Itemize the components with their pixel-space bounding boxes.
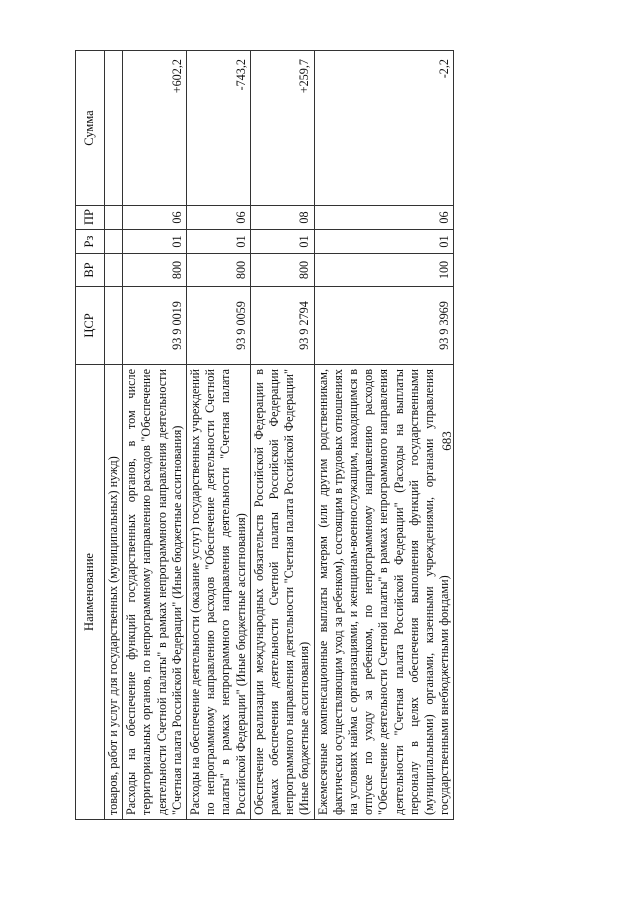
row-vr: 800 [123, 254, 187, 287]
header-name: Наименование [76, 365, 105, 820]
header-rz: Рз [76, 230, 105, 254]
empty-cell [105, 230, 123, 254]
row-rz: 01 [314, 230, 454, 254]
row-csr: 93 9 3969 [314, 287, 454, 365]
row-csr: 93 9 2794 [250, 287, 314, 365]
row-pr: 08 [250, 206, 314, 230]
row-vr: 800 [250, 254, 314, 287]
table-row [187, 51, 251, 820]
page-number: 683 [438, 431, 454, 451]
table-header-row [76, 51, 105, 820]
row-name: Расходы на обеспечение деятельности (оказание услуг) государственных учреждений по непрограммному направлению расходов "Обеспечение деятельности Счетной палаты" в рамках непрограммного направления деятельности "Счетная палата Российской Федерации" (Иные бюджетные ассигнования) [187, 365, 251, 820]
header-pr: ПР [76, 206, 105, 230]
row-vr: 800 [187, 254, 251, 287]
row-rz: 01 [123, 230, 187, 254]
empty-cell [105, 254, 123, 287]
row-sum: -2,2 [314, 51, 454, 206]
table-row [250, 51, 314, 820]
empty-cell [105, 51, 123, 206]
row-name: Расходы на обеспечение функций государственных органов, в том числе территориальных органов, по непрограммному направлению расходов "Обеспечение деятельности Счетной палаты" в рамках непрограммного направления деятельности "Счетная палата Российской Федерации" (Иные бюджетные ассигнования) [123, 365, 187, 820]
row-vr: 100 [314, 254, 454, 287]
budget-table [75, 50, 454, 820]
table-row [123, 51, 187, 820]
header-vr: ВР [76, 254, 105, 287]
row-csr: 93 9 0059 [187, 287, 251, 365]
row-pr: 06 [187, 206, 251, 230]
row-pr: 06 [314, 206, 454, 230]
row-name: Ежемесячные компенсационные выплаты матерям (или другим родственникам, фактически осуществляющим уход за ребенком), состоящим в трудовых отношениях на условиях найма с организациями, и женщинам-военнослужащим, находящимся в отпуске по уходу за ребенком, по непрограммному направлению расходов "Обеспечение деятельности Счетной палаты" в рамках непрограммного направления деятельности "Счетная палата Российской Федерации" (Расходы на выплаты персоналу в целях обеспечения выполнения функций государственными (муниципальными) органами, казенными учреждениями, органами управления государственными внебюджетными фондами) [314, 365, 454, 820]
table-row [314, 51, 454, 820]
empty-cell [105, 206, 123, 230]
row-pr: 06 [123, 206, 187, 230]
continuation-row [105, 51, 123, 820]
row-sum: +259,7 [250, 51, 314, 206]
row-rz: 01 [187, 230, 251, 254]
row-sum: -743,2 [187, 51, 251, 206]
row-rz: 01 [250, 230, 314, 254]
empty-cell [105, 287, 123, 365]
row-name: Обеспечение реализации международных обязательств Российской Федерации в рамках обеспечения деятельности Счетной палаты Российской Федерации непрограммного направления деятельности "Счетная палата Российской Федерации" (Иные бюджетные ассигнования) [250, 365, 314, 820]
budget-table-sheet [75, 50, 575, 820]
header-sum: Сумма [76, 51, 105, 206]
row-csr: 93 9 0019 [123, 287, 187, 365]
continuation-text: товаров, работ и услуг для государственных (муниципальных) нужд) [105, 365, 123, 820]
row-sum: +602,2 [123, 51, 187, 206]
header-csr: ЦСР [76, 287, 105, 365]
